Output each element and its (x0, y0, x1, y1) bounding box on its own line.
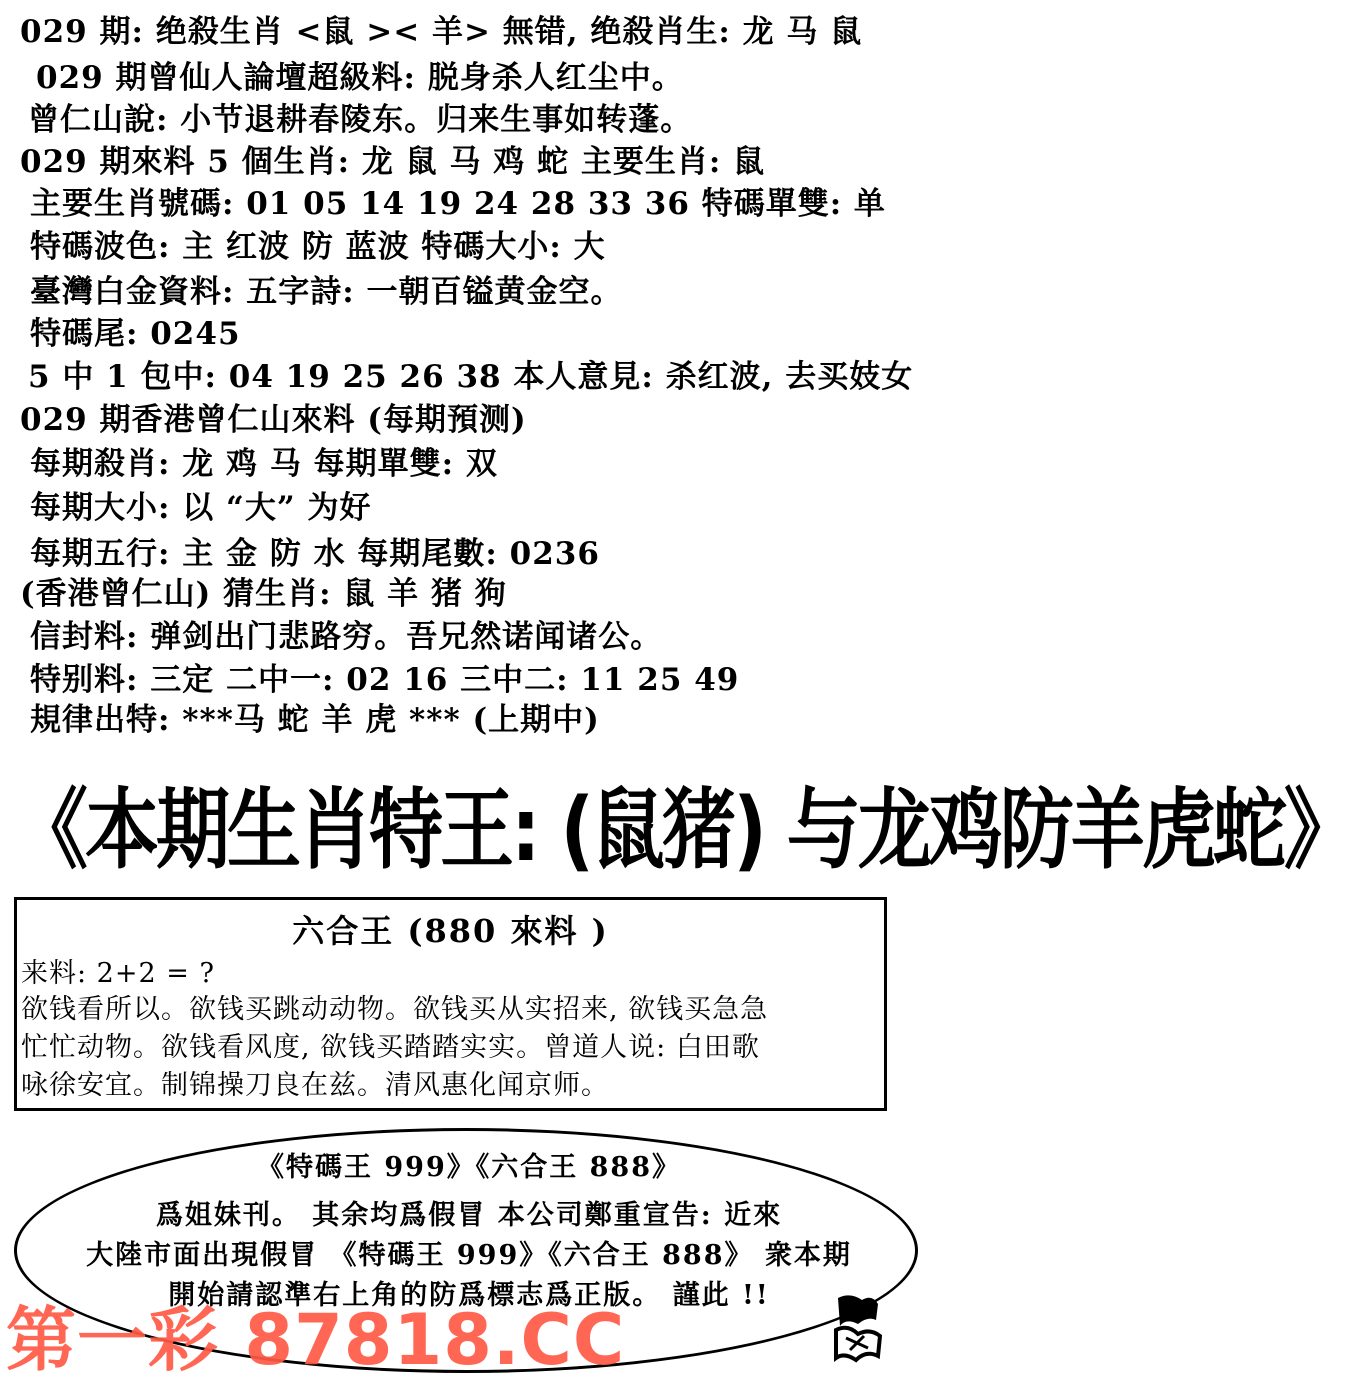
text-line: 029 期來料 5 個生肖: 龙 鼠 马 鸡 蛇 主要生肖: 鼠 (20, 144, 766, 180)
text-line: 特碼尾: 0245 (30, 316, 241, 352)
box-line: 欲钱看所以。欲钱买跳动动物。欲钱买从实招来, 欲钱买急急 (21, 994, 769, 1025)
seal-stamp-icon (828, 1290, 886, 1364)
notice-line: 《特碼王 999》《六合王 888》 (256, 1152, 682, 1183)
text-line: 信封料: 弹剑出门悲路穷。吾兄然诺闻诸公。 (30, 619, 663, 655)
text-line: 特别料: 三定 二中一: 02 16 三中二: 11 25 49 (30, 662, 740, 698)
text-line: 特碼波色: 主 红波 防 蓝波 特碼大小: 大 (30, 229, 606, 265)
notice-line: 爲姐妹刊。 其余均爲假冒 本公司鄭重宣告: 近來 (155, 1200, 783, 1231)
text-line: 每期大小: 以 “大” 为好 (30, 490, 372, 526)
text-line: 029 期香港曾仁山來料 (每期預测) (20, 402, 527, 438)
box-line: 来料: 2+2 = ? (21, 958, 215, 989)
notice-line: 開始請認準右上角的防爲標志爲正版。 謹此 !! (168, 1280, 770, 1311)
text-line: 曾仁山說: 小节退耕春陵东。归来生事如转蓬。 (28, 102, 693, 138)
text-line: 主要生肖號碼: 01 05 14 19 24 28 33 36 特碼單雙: 单 (30, 186, 886, 222)
liuhe-wang-box (14, 897, 887, 1111)
text-line: 5 中 1 包中: 04 19 25 26 38 本人意見: 杀红波, 去买妓女 (28, 359, 914, 395)
text-line: 臺灣白金資料: 五字詩: 一朝百镒黄金空。 (30, 274, 623, 310)
headline-zodiac-king: 《本期生肖特王: (鼠猪) 与龙鸡防羊虎蛇》 (14, 779, 1355, 882)
box-title: 六合王 (880 來料 ) (292, 912, 609, 950)
text-line: 029 期曾仙人論壇超級料: 脱身杀人红尘中。 (36, 60, 684, 96)
text-line: 每期殺肖: 龙 鸡 马 每期單雙: 双 (30, 446, 498, 482)
box-line: 咏徐安宜。制锦操刀良在兹。清风惠化闻京师。 (21, 1070, 609, 1101)
text-line: 029 期: 绝殺生肖 <鼠 >< 羊> 無错, 绝殺肖生: 龙 马 鼠 (20, 14, 863, 50)
site-watermark: 第一彩 87818.CC (6, 1299, 626, 1381)
box-line: 忙忙动物。欲钱看风度, 欲钱买踏踏实实。曾道人说: 白田歌 (21, 1032, 760, 1063)
text-line: (香港曾仁山) 猜生肖: 鼠 羊 猪 狗 (20, 576, 507, 612)
notice-line: 大陸市面出現假冒 《特碼王 999》《六合王 888》 衆本期 (86, 1240, 852, 1271)
text-line: 規律出特: ***马 蛇 羊 虎 *** (上期中) (30, 702, 600, 738)
text-line: 每期五行: 主 金 防 水 每期尾數: 0236 (30, 536, 600, 572)
